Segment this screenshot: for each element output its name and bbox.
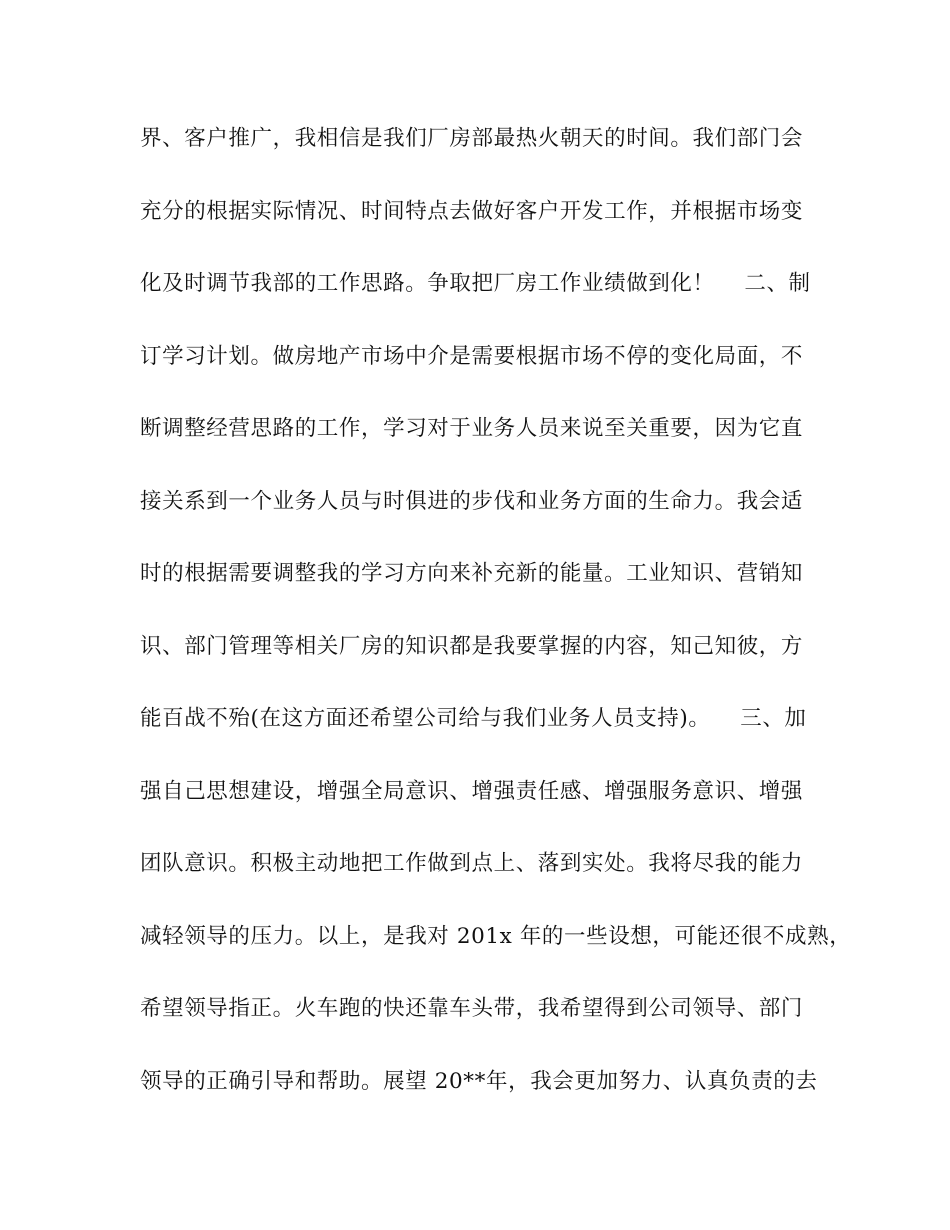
text-line: 识、部门管理等相关厂房的知识都是我要掌握的内容，知己知彼，方 [140, 633, 804, 659]
text-line: 领导的正确引导和帮助。展望 20**年，我会更加努力、认真负责的去 [140, 1068, 818, 1094]
text-line: 接关系到一个业务人员与时俱进的步伐和业务方面的生命力。我会适 [140, 488, 804, 514]
text-line: 充分的根据实际情况、时间特点去做好客户开发工作，并根据市场变 [140, 198, 804, 224]
text-line: 强自己思想建设，增强全局意识、增强责任感、增强服务意识、增强 [140, 778, 804, 804]
text-line: 断调整经营思路的工作，学习对于业务人员来说至关重要，因为它直 [140, 416, 804, 441]
text-line: 化及时调节我部的工作思路。争取把厂房工作业绩做到化！ 二、制 [140, 271, 811, 296]
text-line: 希望领导指正。火车跑的快还靠车头带，我希望得到公司领导、部门 [140, 996, 804, 1021]
text-line: 减轻领导的压力。以上，是我对 201x 年的一些设想，可能还很不成熟， [140, 923, 852, 949]
text-line: 时的根据需要调整我的学习方向来补充新的能量。工业知识、营销知 [140, 561, 804, 586]
body-text [140, 121, 852, 1136]
text-line: 界、客户推广，我相信是我们厂房部最热火朝天的时间。我们部门会 [140, 126, 804, 151]
text-line: 团队意识。积极主动地把工作做到点上、落到实处。我将尽我的能力 [140, 851, 804, 876]
text-line: 能百战不殆(在这方面还希望公司给与我们业务人员支持)。 三、加 [140, 706, 807, 731]
text-line: 订学习计划。做房地产市场中介是需要根据市场不停的变化局面，不 [140, 343, 804, 369]
